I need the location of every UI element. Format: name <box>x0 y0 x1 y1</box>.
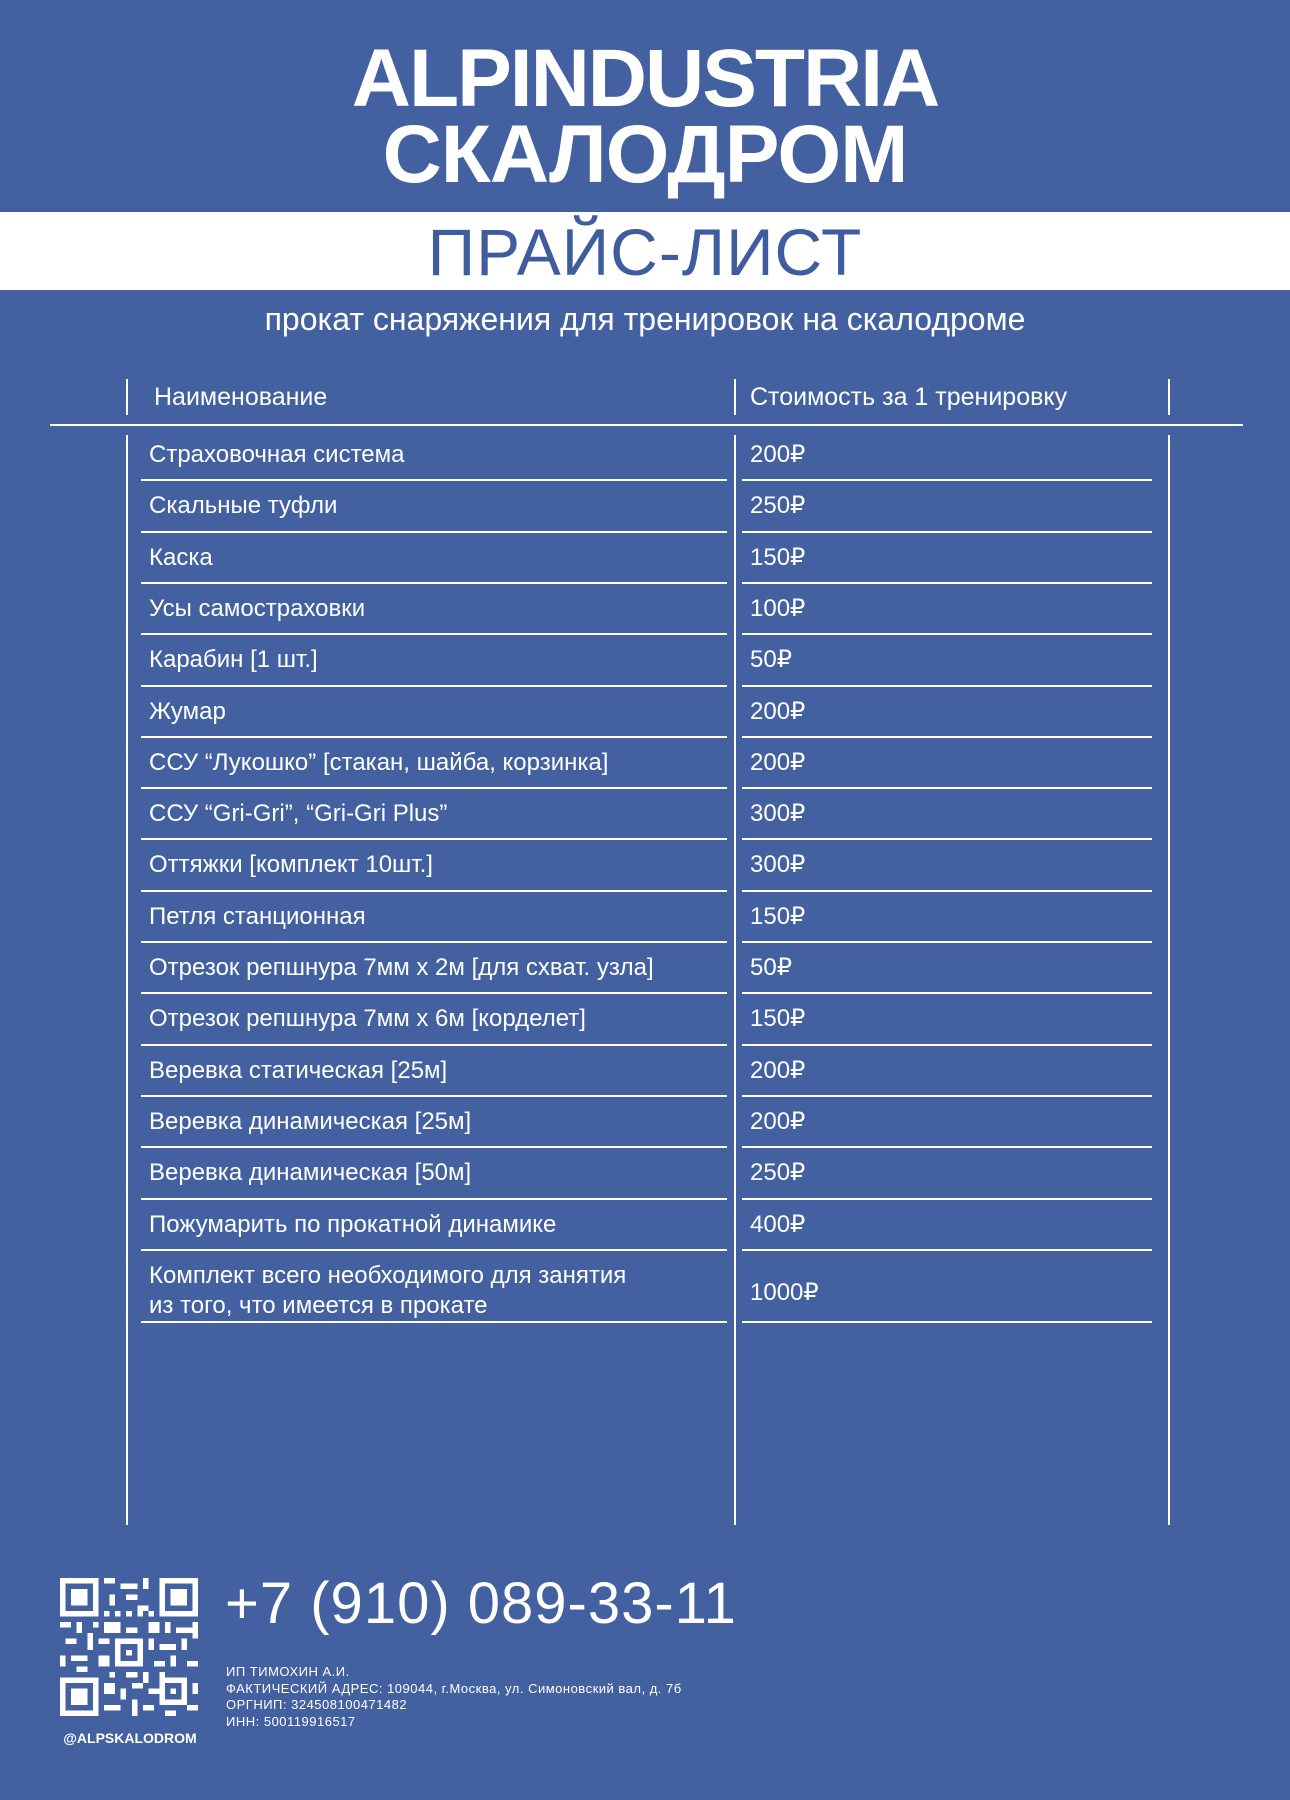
row-separator <box>742 1249 1152 1251</box>
table-border-right <box>1168 379 1170 415</box>
row-item-name: Жумар <box>149 697 226 725</box>
row-item-name: Пожумарить по прокатной динамике <box>149 1210 557 1238</box>
row-separator <box>742 479 1152 481</box>
row-separator <box>141 1249 727 1251</box>
table-border-left <box>126 435 128 1525</box>
row-separator <box>141 582 727 584</box>
row-separator <box>742 531 1152 533</box>
row-item-name: Петля станционная <box>149 902 366 930</box>
row-item-name-line: Комплект всего необходимого для занятия <box>149 1261 627 1289</box>
row-item-price: 200₽ <box>750 697 806 725</box>
row-item-price: 1000₽ <box>750 1278 819 1306</box>
title-band <box>0 212 1290 290</box>
row-separator <box>742 1198 1152 1200</box>
row-separator <box>742 736 1152 738</box>
row-item-name: Отрезок репшнура 7мм х 6м [корделет] <box>149 1005 586 1033</box>
column-header-price: Стоимость за 1 тренировку <box>750 383 1068 411</box>
row-separator <box>141 531 727 533</box>
row-separator <box>742 838 1152 840</box>
row-separator <box>141 1146 727 1148</box>
row-separator <box>141 685 727 687</box>
row-item-name: Веревка динамическая [25м] <box>149 1107 472 1135</box>
row-separator <box>742 582 1152 584</box>
column-header-name: Наименование <box>154 383 328 411</box>
row-separator <box>141 736 727 738</box>
row-separator <box>141 992 727 994</box>
row-item-name: Веревка статическая [25м] <box>149 1056 448 1084</box>
row-separator <box>742 890 1152 892</box>
row-item-price: 50₽ <box>750 954 792 981</box>
page-title: ПРАЙС-ЛИСТ <box>427 215 863 289</box>
brand-logo: ALPINDUSTRIA <box>351 33 939 124</box>
row-item-name: Скальные туфли <box>149 492 338 520</box>
row-separator <box>742 685 1152 687</box>
row-item-name: ССУ “Gri-Gri”, “Gri-Gri Plus” <box>149 800 448 828</box>
row-item-price: 150₽ <box>750 1005 806 1033</box>
row-separator <box>141 1321 727 1323</box>
table-header-rule <box>50 424 1243 426</box>
row-separator <box>141 1095 727 1097</box>
legal-line: ОРГНИП: 324508100471482 <box>226 1697 408 1712</box>
row-item-name: Отрезок репшнура 7мм х 2м [для схват. узла] <box>149 954 654 981</box>
row-separator <box>141 787 727 789</box>
row-separator <box>742 941 1152 943</box>
row-item-name: Оттяжки [комплект 10шт.] <box>149 851 433 879</box>
row-item-price: 100₽ <box>750 594 806 622</box>
legal-info <box>226 1664 682 1730</box>
row-separator <box>742 992 1152 994</box>
row-separator <box>141 1198 727 1200</box>
row-item-price: 400₽ <box>750 1210 806 1238</box>
row-item-price: 250₽ <box>750 492 806 520</box>
legal-line: ИНН: 500119916517 <box>226 1713 356 1729</box>
row-item-price: 50₽ <box>750 646 792 674</box>
row-item-name: Усы самостраховки <box>149 594 366 622</box>
row-item-name: Веревка динамическая [50м] <box>149 1159 472 1187</box>
page-subtitle: прокат снаряжения для тренировок на скалодроме <box>264 301 1026 337</box>
table-divider <box>734 379 736 415</box>
row-separator <box>141 890 727 892</box>
row-item-price: 200₽ <box>750 1107 806 1135</box>
phone-number[interactable]: +7 (910) 089-33-11 <box>225 1571 737 1636</box>
table-border-right <box>1168 435 1170 1525</box>
row-separator <box>141 1044 727 1046</box>
qr-handle: @ALPSKALODROM <box>63 1730 197 1746</box>
row-separator <box>742 1321 1152 1323</box>
row-item-name-line: из того, что имеется в прокате <box>149 1291 488 1319</box>
row-item-price: 150₽ <box>750 902 806 930</box>
legal-line: ИП ТИМОХИН А.И. <box>226 1664 350 1679</box>
row-item-name: Карабин [1 шт.] <box>149 646 318 674</box>
row-item-price: 150₽ <box>750 543 806 571</box>
table-border-left <box>126 379 128 415</box>
brand-subtitle: СКАЛОДРОМ <box>382 109 908 200</box>
row-separator <box>742 1044 1152 1046</box>
row-separator <box>141 838 727 840</box>
legal-line: ФАКТИЧЕСКИЙ АДРЕС: 109044, г.Москва, ул. Симоновский вал, д. 7б <box>226 1680 682 1696</box>
row-item-price: 200₽ <box>750 441 806 468</box>
row-item-name: Страховочная система <box>149 441 405 468</box>
table-divider <box>734 435 736 1525</box>
row-item-price: 200₽ <box>750 1056 806 1084</box>
row-item-price: 250₽ <box>750 1159 806 1187</box>
row-separator <box>742 787 1152 789</box>
row-separator <box>742 1146 1152 1148</box>
row-separator <box>742 1095 1152 1097</box>
row-separator <box>742 633 1152 635</box>
row-separator <box>141 479 727 481</box>
row-item-name: Каска <box>149 543 213 571</box>
row-separator <box>141 941 727 943</box>
row-item-name: ССУ “Лукошко” [стакан, шайба, корзинка] <box>149 748 609 776</box>
row-item-price: 300₽ <box>750 851 806 879</box>
qr-code[interactable] <box>60 1578 198 1716</box>
row-item-name <box>149 1261 709 1321</box>
row-item-price: 300₽ <box>750 800 806 828</box>
row-item-price: 200₽ <box>750 748 806 776</box>
row-separator <box>141 633 727 635</box>
